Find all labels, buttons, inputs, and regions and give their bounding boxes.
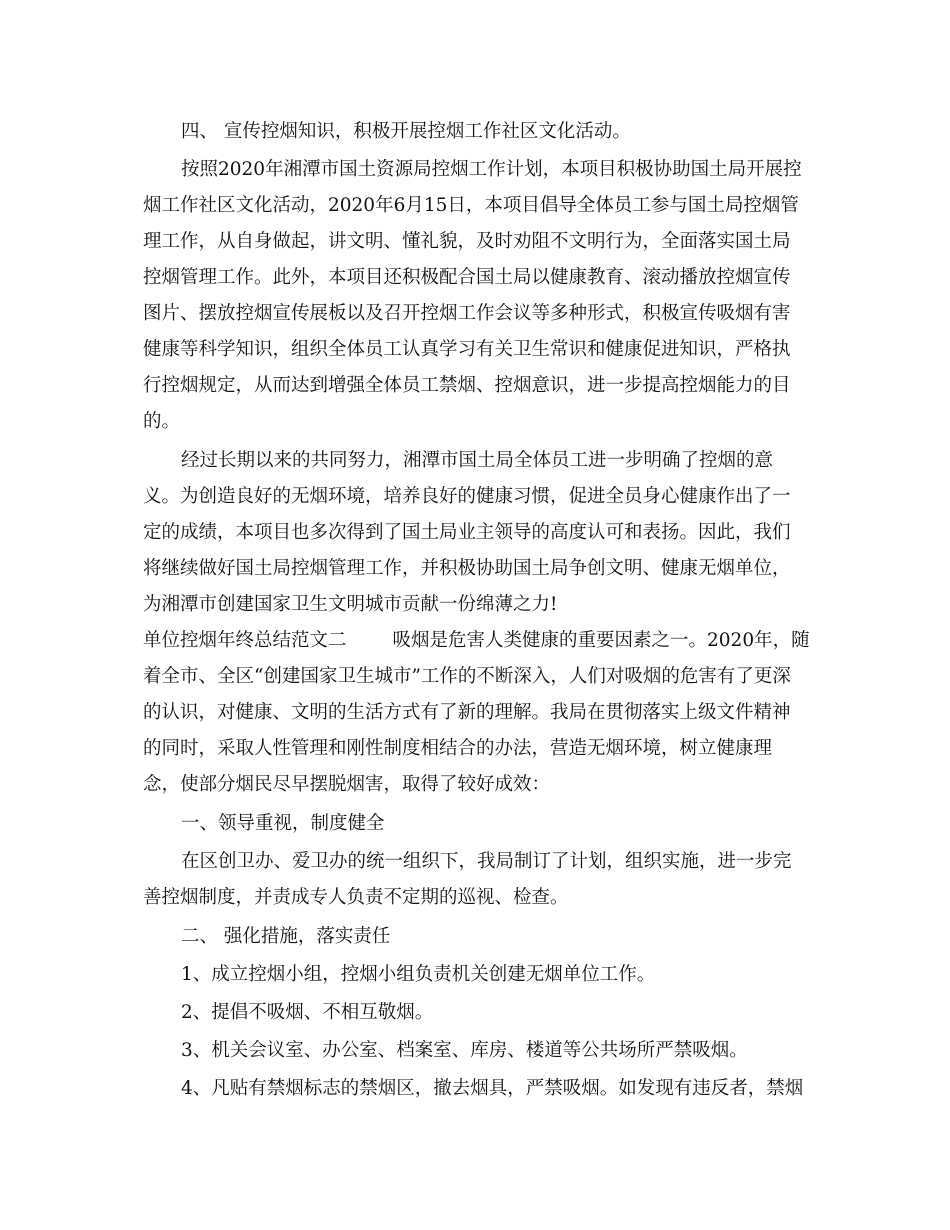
paragraph-line: 控烟管理工作。此外，本项目还积极配合国土局以健康教育、滚动播放控烟宣传 — [143, 267, 791, 288]
heading-section-four: 四、 宣传控烟知识，积极开展控烟工作社区文化活动。 — [181, 121, 631, 142]
paragraph-line: 按照2020年湘潭市国土资源局控烟工作计划，本项目积极协助国土局开展控 — [181, 159, 802, 180]
paragraph-line: 为湘潭市创建国家卫生文明城市贡献一份绵薄之力! — [143, 594, 558, 615]
paragraph-line: 健康等科学知识，组织全体员工认真学习有关卫生常识和健康促进知识，严格执 — [143, 339, 791, 360]
paragraph-line: 义。为创造良好的无烟环境，培养良好的健康习惯，促进全员身心健康作出了一 — [143, 486, 791, 507]
heading-section-two: 二、 强化措施，落实责任 — [181, 926, 391, 947]
list-item: 2、提倡不吸烟、不相互敬烟。 — [181, 1002, 434, 1023]
paragraph-line: 图片、摆放控烟宣传展板以及召开控烟工作会议等多种形式，积极宣传吸烟有害 — [143, 303, 791, 324]
paragraph-line: 念，使部分烟民尽早摆脱烟害，取得了较好成效： — [143, 774, 551, 795]
paragraph-line: 烟工作社区文化活动，2020年6月15日，本项目倡导全体员工参与国土局控烟管 — [143, 195, 799, 216]
list-item: 4、凡贴有禁烟标志的禁烟区，撤去烟具，严禁吸烟。如发现有违反者，禁烟 — [181, 1078, 804, 1099]
paragraph-line: 将继续做好国土局控烟管理工作，并积极协助国土局争创文明、健康无烟单位， — [143, 558, 791, 579]
paragraph-start: 吸烟是危害人类健康的重要因素之一。2020年，随 — [392, 630, 810, 651]
paragraph-line: 经过长期以来的共同努力，湘潭市国土局全体员工进一步明确了控烟的意 — [181, 450, 774, 471]
paragraph-line: 定的成绩，本项目也多次得到了国土局业主领导的高度认可和表扬。因此，我们 — [143, 522, 791, 543]
paragraph-line: 理工作，从自身做起，讲文明、懂礼貌，及时劝阻不文明行为，全面落实国土局 — [143, 231, 791, 252]
list-item: 1、成立控烟小组，控烟小组负责机关创建无烟单位工作。 — [181, 964, 656, 985]
list-item: 3、机关会议室、办公室、档案室、库房、楼道等公共场所严禁吸烟。 — [181, 1040, 748, 1061]
paragraph-line: 的认识，对健康、文明的生活方式有了新的理解。我局在贯彻落实上级文件精神 — [143, 702, 791, 723]
section-title: 单位控烟年终总结范文二 — [143, 630, 347, 651]
paragraph-line: 善控烟制度，并责成专人负责不定期的巡视、检查。 — [143, 887, 569, 908]
paragraph-line: 在区创卫办、爱卫办的统一组织下，我局制订了计划，组织实施，进一步完 — [181, 851, 792, 872]
paragraph-line: 的同时，采取人性管理和刚性制度相结合的办法，营造无烟环境，树立健康理 — [143, 738, 773, 759]
paragraph-line: 着全市、全区“创建国家卫生城市”工作的不断深入，人们对吸烟的危害有了更深 — [143, 666, 791, 687]
paragraph-line: 的。 — [143, 411, 181, 432]
heading-section-one: 一、领导重视，制度健全 — [181, 813, 385, 834]
paragraph-line: 行控烟规定，从而达到增强全体员工禁烟、控烟意识，进一步提高控烟能力的目 — [143, 375, 791, 396]
paragraph-line — [143, 628, 810, 654]
